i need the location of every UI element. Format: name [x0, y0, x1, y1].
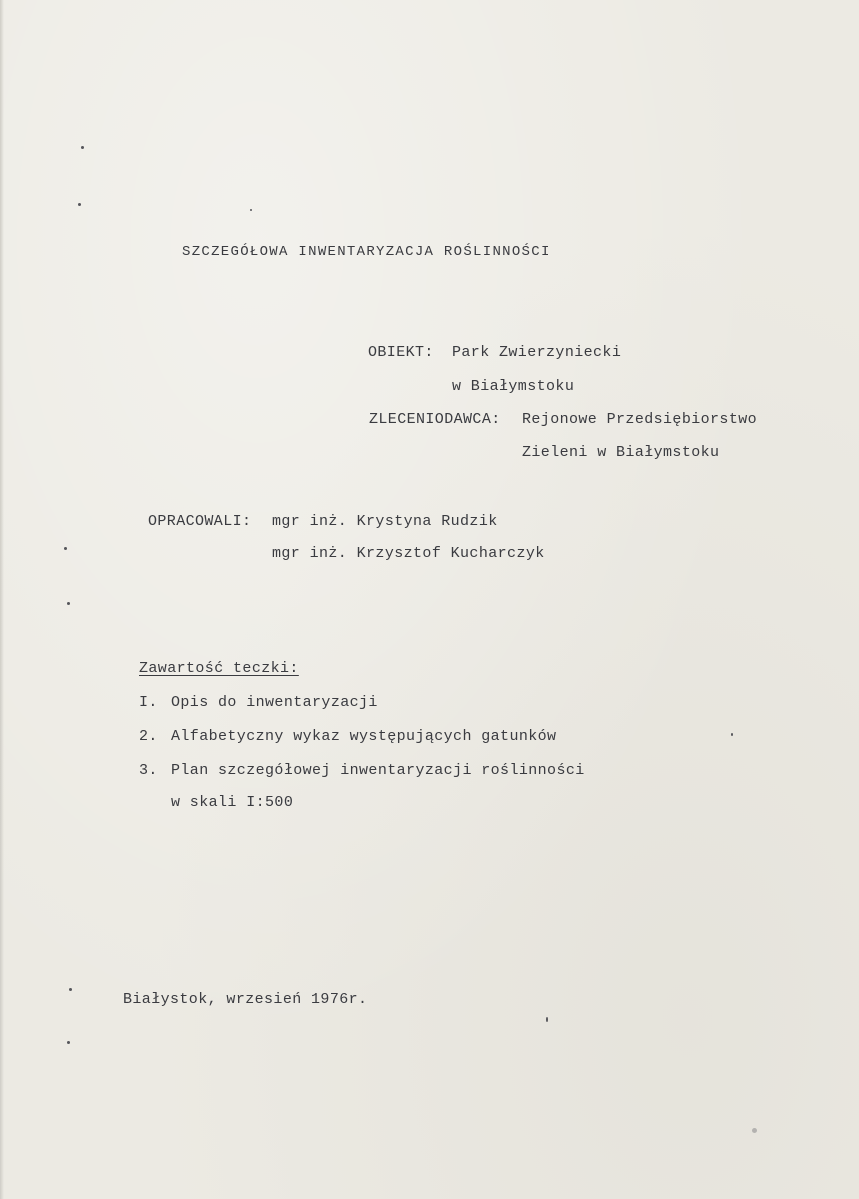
object-name: Park Zwierzyniecki — [452, 344, 622, 361]
paper-speck — [250, 209, 252, 211]
contents-item-2-text: Alfabetyczny wykaz występujących gatunków — [171, 728, 557, 745]
contents-item-3-continuation: w skali I:500 — [171, 794, 294, 811]
paper-speck — [67, 1041, 70, 1044]
place-date-footer: Białystok, wrzesień 1976r. — [123, 991, 368, 1008]
paper-speck — [67, 602, 70, 605]
document-title: SZCZEGÓŁOWA INWENTARYZACJA ROŚLINNOŚCI — [182, 244, 551, 260]
contents-item-2-number: 2. — [139, 728, 158, 745]
paper-speck — [69, 988, 72, 991]
contents-item-3-number: 3. — [139, 762, 158, 779]
contents-heading: Zawartość teczki: — [139, 660, 299, 677]
paper-speck — [78, 203, 81, 206]
paper-speck — [546, 1017, 548, 1022]
object-label: OBIEKT: — [368, 344, 434, 361]
client-name: Rejonowe Przedsiębiorstwo — [522, 411, 758, 428]
contents-item-1-text: Opis do inwentaryzacji — [171, 694, 378, 711]
author-2: mgr inż. Krzysztof Kucharczyk — [272, 545, 545, 562]
page-edge — [0, 0, 4, 1199]
authors-label: OPRACOWALI: — [148, 513, 252, 530]
object-location: w Białymstoku — [452, 378, 575, 395]
paper-speck — [64, 547, 67, 550]
client-label: ZLECENIODAWCA: — [369, 411, 501, 428]
contents-item-1-number: I. — [139, 694, 158, 711]
author-1: mgr inż. Krystyna Rudzik — [272, 513, 498, 530]
paper-speck — [731, 733, 733, 736]
client-name-continued: Zieleni w Białymstoku — [522, 444, 720, 461]
paper-speck — [752, 1128, 757, 1133]
contents-item-3-text: Plan szczegółowej inwentaryzacji roślinności — [171, 762, 585, 779]
paper-speck — [81, 146, 84, 149]
